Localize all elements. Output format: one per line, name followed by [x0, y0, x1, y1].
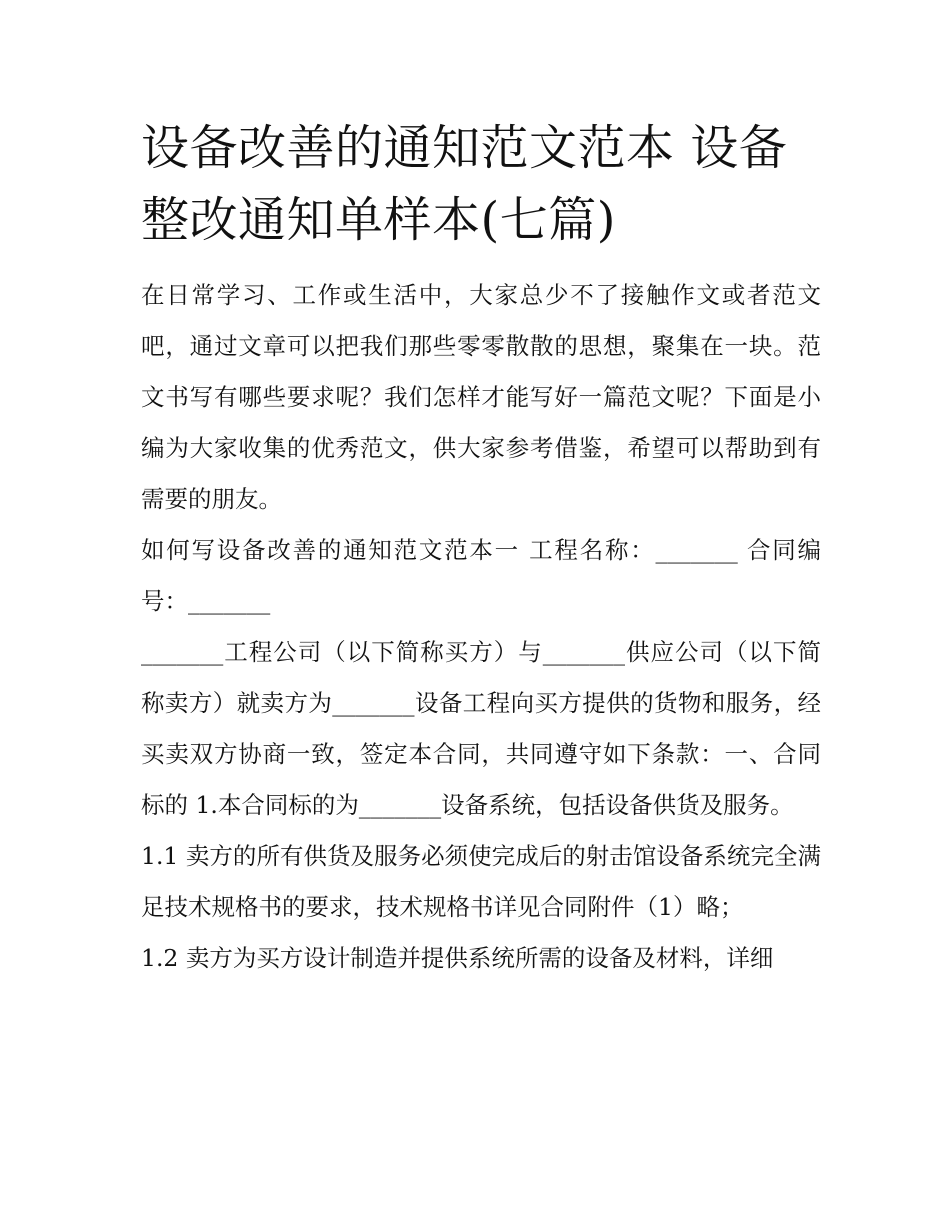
document-page [141, 0, 821, 984]
title-line-1: 设备改善的通知范文范本 设备 [141, 120, 788, 176]
contract-parties-paragraph: _______工程公司（以下简称买方）与_______供应公司（以下简称卖方）就卖方为_______设备工程向买方提供的货物和服务，经买卖双方协商一致，签定本合同，共同遵守如下条款：一、合同标的 1.本合同标的为_______设备系统，包括设备供货及服务。 [141, 638, 821, 819]
document-body [141, 270, 821, 984]
clause-1-1-paragraph: 1.1 卖方的所有供货及服务必须使完成后的射击馆设备系统完全满足技术规格书的要求，技术规格书详见合同附件（1）略； [141, 842, 821, 921]
contract-heading-paragraph: 如何写设备改善的通知范文范本一 工程名称：_______ 合同编号：_______ [141, 536, 821, 615]
clause-1-2-paragraph: 1.2 卖方为买方设计制造并提供系统所需的设备及材料，详细 [141, 944, 774, 972]
title-line-2: 整改通知单样本(七篇) [141, 192, 616, 248]
intro-paragraph: 在日常学习、工作或生活中，大家总少不了接触作文或者范文吧，通过文章可以把我们那些零零散散的思想，聚集在一块。范文书写有哪些要求呢？我们怎样才能写好一篇范文呢？下面是小编为大家收集的优秀范文，供大家参考借鉴，希望可以帮助到有需要的朋友。 [141, 281, 821, 513]
document-title [141, 112, 821, 256]
